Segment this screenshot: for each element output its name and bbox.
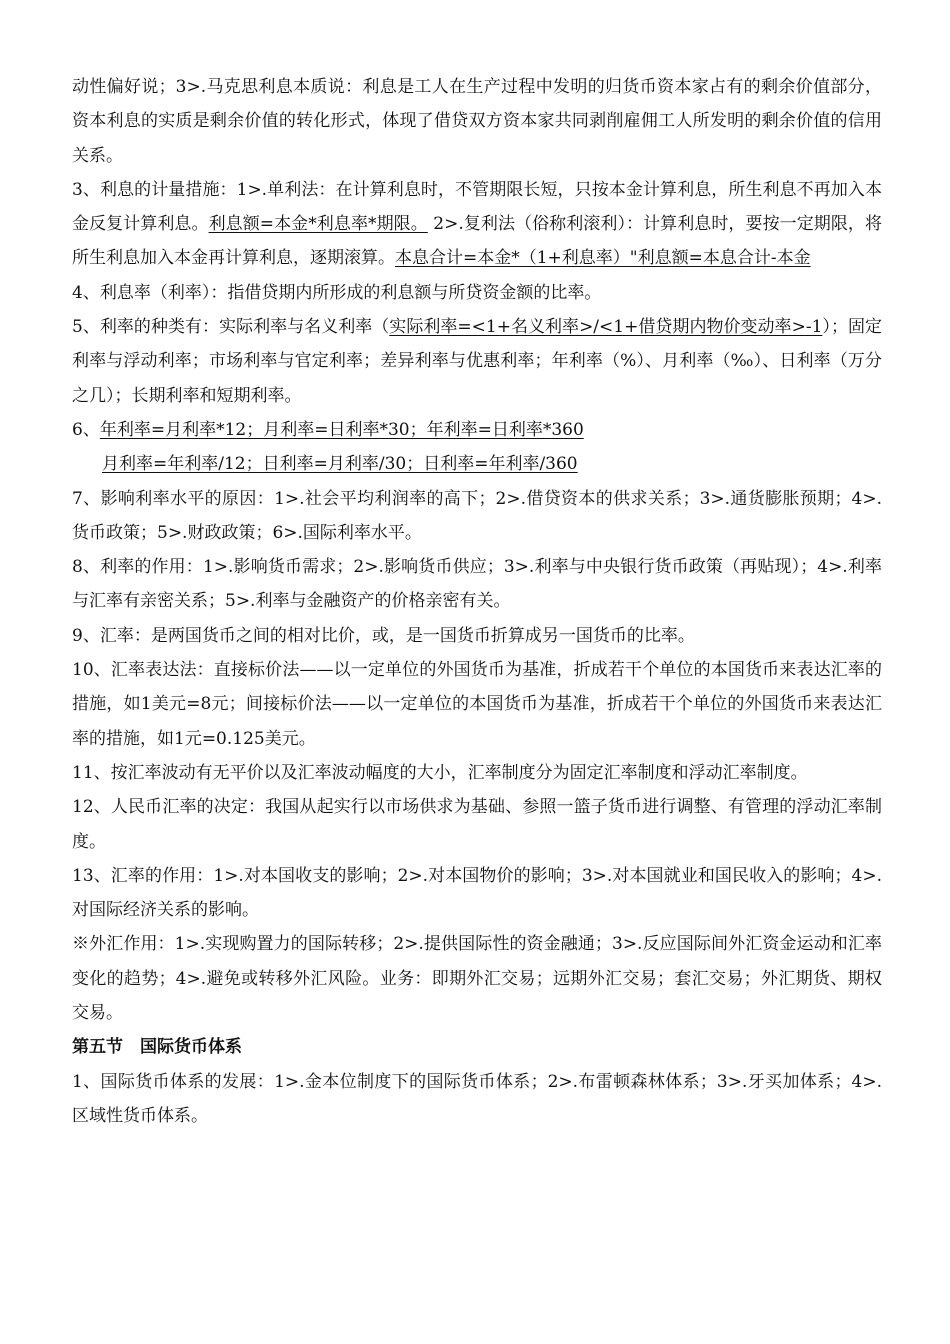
paragraph [72,653,882,756]
paragraph [72,276,882,310]
paragraph-text: 7、影响利率水平的原因：1>.社会平均利润率的高下；2>.借贷资本的供求关系；3>.通货膨胀预期；4>.货币政策；5>.财政政策；6>.国际利率水平。 [72,488,882,543]
paragraph [72,550,882,619]
paragraph [72,413,882,447]
paragraph [72,619,882,653]
formula-text: 实际利率=<1+名义利率>/<1+借贷期内物价变动率>-1 [389,317,823,338]
paragraph [72,790,882,859]
paragraph-text: 4、利息率（利率）：指借贷期内所形成的利息额与所贷资金额的比率。 [72,282,602,303]
paragraph-text: 2>.复利法（俗称利滚利）：计算利息时，要按一定期限，将所生利息加入本金再计算利息，逐期滚算。 [72,214,882,269]
section-heading [72,1030,882,1064]
paragraph-text: 1、国际货币体系的发展：1>.金本位制度下的国际货币体系；2>.布雷顿森林体系；3>.牙买加体系；4>.区域性货币体系。 [72,1071,882,1126]
paragraph [72,482,882,551]
paragraph [72,859,882,928]
formula-text: 利息额=本金*利息率*期限。 [208,214,428,235]
paragraph [72,310,882,413]
paragraph-text: 9、汇率：是两国货币之间的相对比价，或，是一国货币折算成另一国货币的比率。 [72,625,695,646]
paragraph [72,927,882,1030]
paragraph-text: 5、利率的种类有：实际利率与名义利率（ [72,317,390,338]
paragraph-text: 第五节 国际货币体系 [72,1037,242,1058]
paragraph-text: 11、按汇率波动有无平价以及汇率波动幅度的大小，汇率制度分为固定汇率制度和浮动汇率制度。 [72,762,808,783]
paragraph-text: 8、利率的作用：1>.影响货币需求；2>.影响货币供应；3>.利率与中央银行货币政策（再贴现）；4>.利率与汇率有亲密关系；5>.利率与金融资产的价格亲密有关。 [72,557,882,612]
paragraph-text: 12、人民币汇率的决定：我国从起实行以市场供求为基础、参照一篮子货币进行调整、有管理的浮动汇率制度。 [72,797,882,852]
paragraph-text: 10、汇率表达法：直接标价法——以一定单位的外国货币为基准，折成若干个单位的本国货币来表达汇率的措施，如1美元=8元；间接标价法——以一定单位的本国货币为基准，折成若干个单位的外国货币来表达汇率的措施，如1元=0.125美元。 [72,660,882,749]
formula-text: 年利率=月利率*12；月利率=日利率*30；年利率=日利率*360 [99,419,584,440]
paragraph [72,447,882,481]
paragraph-text: 13、汇率的作用：1>.对本国收支的影响；2>.对本国物价的影响；3>.对本国就业和国民收入的影响；4>.对国际经济关系的影响。 [72,865,882,921]
paragraph-text: 3、利息的计量措施：1>.单利法：在计算利息时，不管期限长短，只按本金计算利息，所生利息不再加入本金反复计算利息。 [72,179,882,235]
formula-text: 月利率=年利率/12；日利率=月利率/30；日利率=年利率/360 [102,454,578,475]
paragraph-text: ）；固定利率与浮动利率；市场利率与官定利率；差异利率与优惠利率；年利率（%）、月利率（‰）、日利率（万分之几）；长期利率和短期利率。 [72,317,883,406]
document-page [72,70,882,1133]
paragraph-text: ※外汇作用：1>.实现购置力的国际转移；2>.提供国际性的资金融通；3>.反应国际间外汇资金运动和汇率变化的趋势；4>.避免或转移外汇风险。业务：即期外汇交易；远期外汇交易；套汇交易；外汇期货、期权交易。 [72,934,882,1024]
paragraph [72,70,882,173]
paragraph-text: 动性偏好说；3>.马克思利息本质说：利息是工人在生产过程中发明的归货币资本家占有的剩余价值部分，资本利息的实质是剩余价值的转化形式，体现了借贷双方资本家共同剥削雇佣工人所发明的剩余价值的信用关系。 [72,77,882,166]
paragraph [72,756,882,790]
paragraph-text: 6、 [72,419,100,440]
formula-text: 本息合计=本金*（1+利息率）"利息额=本息合计-本金 [395,248,811,269]
paragraph [72,173,882,276]
paragraph [72,1065,882,1134]
